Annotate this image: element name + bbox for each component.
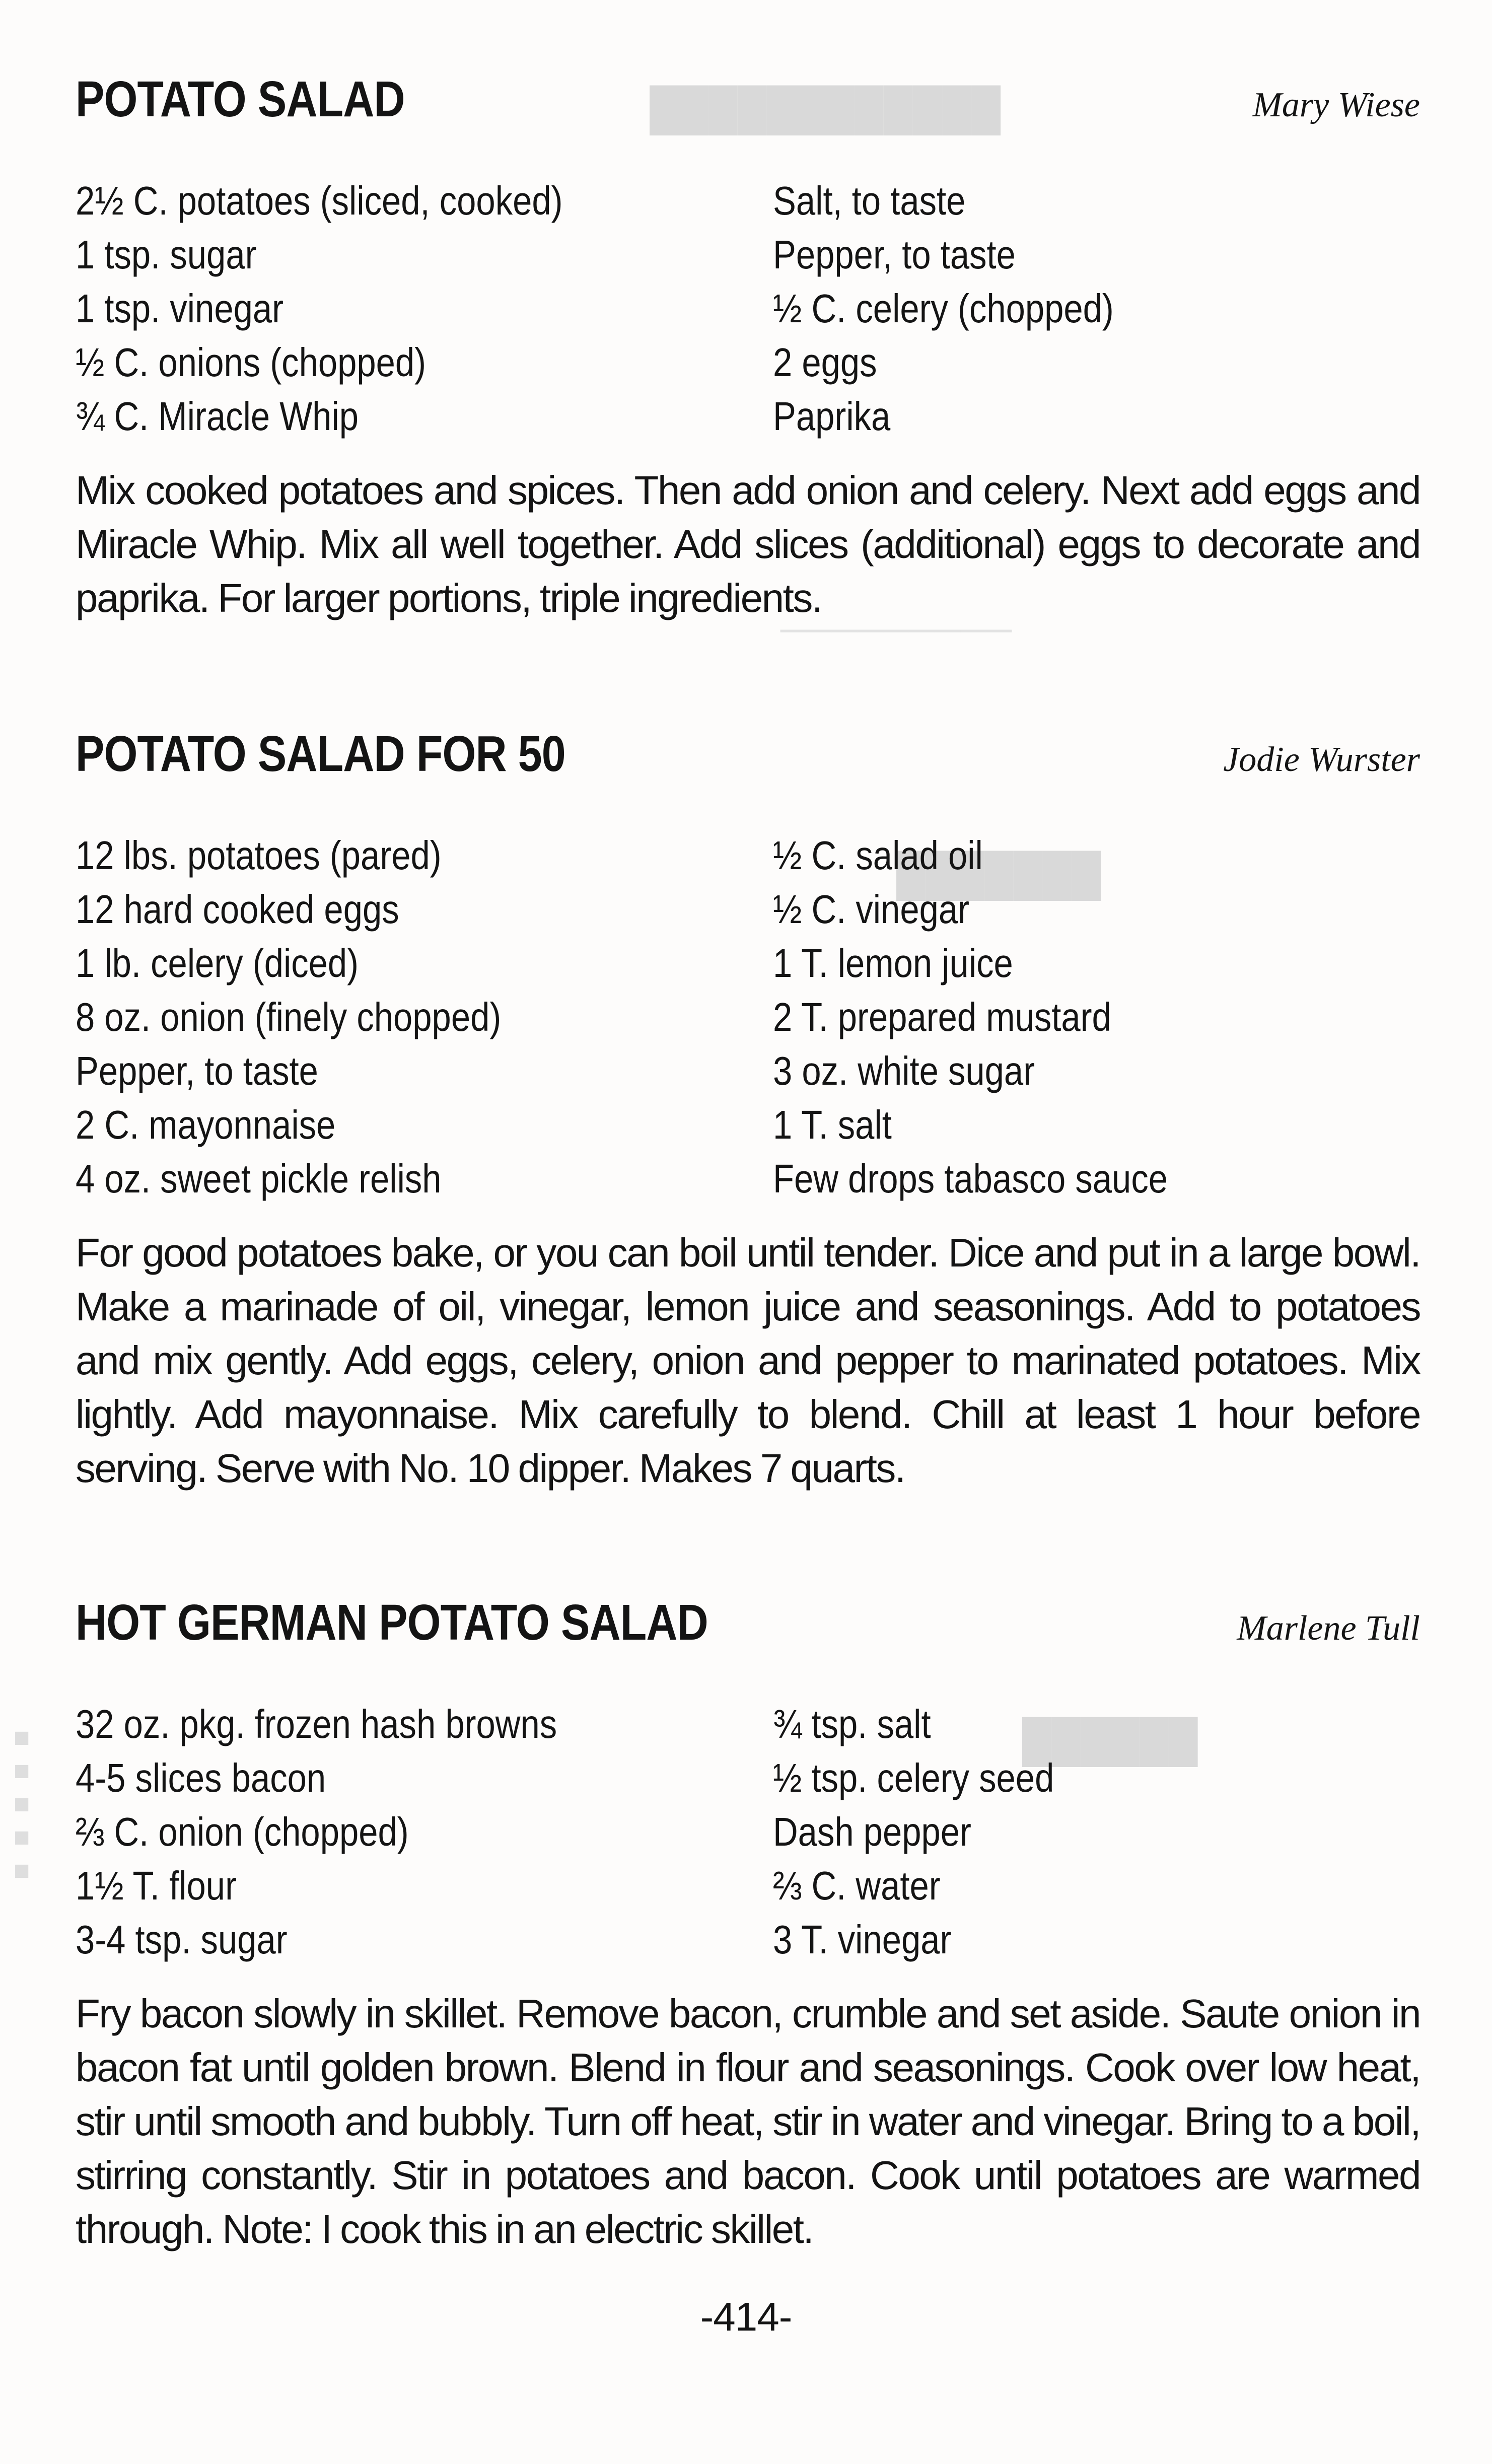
ingredient: 3 oz. white sugar [773, 1048, 1035, 1093]
ingredients-right [773, 828, 1420, 1206]
ingredient: Paprika [773, 394, 891, 439]
ingredient-columns [76, 174, 1420, 443]
ingredient: 4-5 slices bacon [76, 1755, 326, 1800]
ingredient: ½ tsp. celery seed [773, 1755, 1054, 1800]
ingredient: 8 oz. onion (finely chopped) [76, 995, 502, 1039]
ingredient: ½ C. salad oil [773, 833, 983, 878]
ingredient: ¾ tsp. salt [773, 1702, 931, 1746]
ingredients-right [773, 174, 1420, 443]
ingredient: 3-4 tsp. sugar [76, 1917, 288, 1962]
ingredients-left [76, 828, 773, 1206]
recipe-title: POTATO SALAD FOR 50 [76, 726, 565, 782]
ingredient: 2 C. mayonnaise [76, 1102, 336, 1147]
ingredient: ¾ C. Miracle Whip [76, 394, 359, 439]
ingredient: 32 oz. pkg. frozen hash browns [76, 1702, 557, 1746]
ingredient: ½ C. onions (chopped) [76, 340, 427, 385]
ingredient: 1 tsp. sugar [76, 232, 257, 277]
ingredient: ⅔ C. onion (chopped) [76, 1809, 409, 1854]
ingredient: ½ C. celery (chopped) [773, 286, 1114, 331]
recipe-directions: Fry bacon slowly in skillet. Remove bacon, crumble and set aside. Saute onion in bacon fat until golden brown. Blend in flour and seasonings. Cook over low heat, stir until smooth and bubbly. Turn off heat, stir in water and vinegar. Bring to a boil, stirring constantly. Stir in potatoes and bacon. Cook until potatoes are warmed through. Note: I cook this in an electric skillet. [76, 1991, 1420, 2251]
recipe-author: Mary Wiese [1252, 86, 1420, 124]
bleed-through-heading: ████████████ [650, 86, 1001, 132]
ingredient: 2 eggs [773, 340, 877, 385]
ingredient: 12 hard cooked eggs [76, 887, 399, 932]
edge-mark: ■■■■■ [7, 1722, 37, 1888]
recipe-header [76, 1594, 1420, 1659]
ingredient: 2½ C. potatoes (sliced, cooked) [76, 178, 563, 223]
bleed-through-heading: ██████ [1022, 1718, 1198, 1764]
ingredients-left [76, 1697, 773, 1966]
ingredient: 12 lbs. potatoes (pared) [76, 833, 442, 878]
ingredient: 1 T. lemon juice [773, 941, 1013, 985]
ingredient: Dash pepper [773, 1809, 971, 1854]
ingredient: Salt, to taste [773, 178, 966, 223]
recipe-title: POTATO SALAD [76, 71, 405, 127]
recipe-author: Jodie Wurster [1223, 740, 1420, 779]
recipe-potato-salad-for-50 [76, 725, 1420, 1535]
recipe-header [76, 71, 1420, 136]
recipe-directions: For good potatoes bake, or you can boil until tender. Dice and put in a large bowl. Make a marinade of oil, vinegar, lemon juice and seasonings. Add to potatoes and mix gently. Add eggs, celery, onion and pepper to marinated potatoes. Mix lightly. Add mayonnaise. Mix carefully to blend. Chill at least 1 hour before serving. Serve with No. 10 dipper. Makes 7 quarts. [76, 1230, 1420, 1491]
ingredient: Pepper, to taste [76, 1048, 318, 1093]
ingredient: 4 oz. sweet pickle relish [76, 1156, 442, 1201]
ingredient: ½ C. vinegar [773, 887, 970, 932]
ingredients-left [76, 174, 773, 443]
recipe-title: HOT GERMAN POTATO SALAD [76, 1594, 708, 1651]
ingredient: 1 T. salt [773, 1102, 892, 1147]
ingredient: 1 lb. celery (diced) [76, 941, 359, 985]
recipe-author: Marlene Tull [1237, 1609, 1420, 1648]
ingredient: 3 T. vinegar [773, 1917, 952, 1962]
recipe-hot-german-potato-salad [76, 1594, 1420, 2296]
ingredient: 2 T. prepared mustard [773, 995, 1111, 1039]
ingredient-columns [76, 828, 1420, 1206]
ingredients-right [773, 1697, 1420, 1966]
ingredient: 1 tsp. vinegar [76, 286, 284, 331]
bleed-through-text: ───────── [780, 610, 1012, 650]
ingredient: Pepper, to taste [773, 232, 1016, 277]
recipe-potato-salad [76, 71, 1420, 665]
ingredient: ⅔ C. water [773, 1863, 941, 1908]
page-number: -414- [700, 2294, 792, 2339]
bleed-through-heading: ███████ [896, 852, 1101, 897]
recipe-directions: Mix cooked potatoes and spices. Then add onion and celery. Next add eggs and Miracle Whip. Mix all well together. Add slices (additional) eggs to decorate and paprika. For larger portions, triple ingredients. [76, 468, 1420, 620]
ingredient: Few drops tabasco sauce [773, 1156, 1168, 1201]
ingredient-columns [76, 1697, 1420, 1966]
recipe-header [76, 725, 1420, 791]
ingredient: 1½ T. flour [76, 1863, 237, 1908]
